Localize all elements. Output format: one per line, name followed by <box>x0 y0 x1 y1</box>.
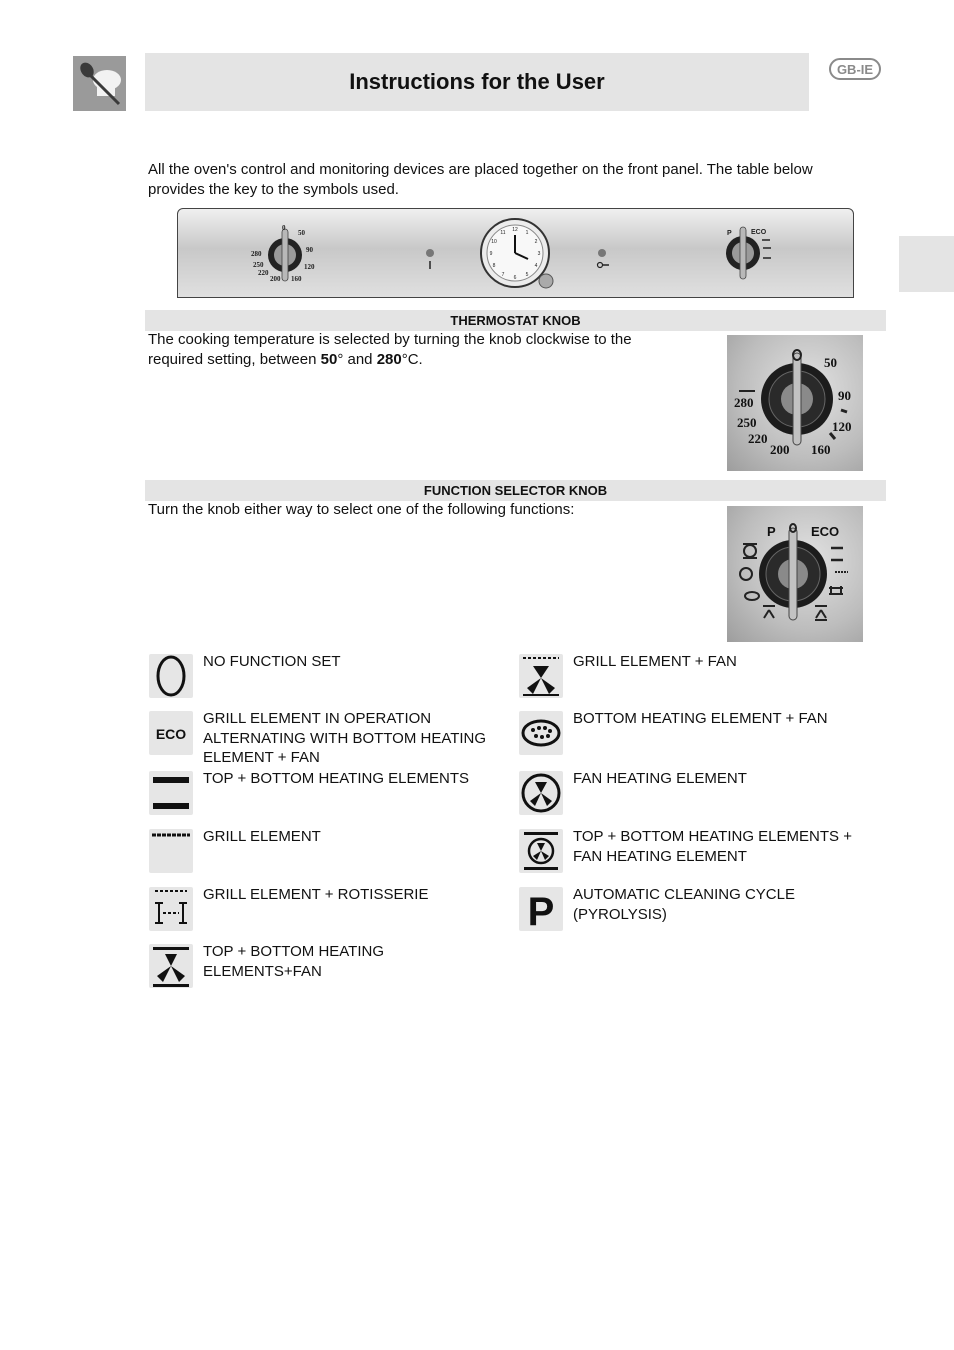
thermostat-text-line <box>148 350 701 370</box>
thermostat-text: °C. <box>401 351 423 368</box>
bottom-element-fan-icon <box>519 711 563 755</box>
function-label-line: ELEMENTS+FAN <box>203 962 322 980</box>
function-label <box>573 827 878 866</box>
grill-fan-icon <box>519 654 563 698</box>
function-label-line: NO FUNCTION SET <box>203 653 341 670</box>
clock-number: 6 <box>513 275 517 281</box>
clock-number: 1 <box>525 230 529 236</box>
function-label-line: ALTERNATING WITH BOTTOM HEATING <box>203 729 487 747</box>
function-label-line: TOP + BOTTOM HEATING <box>203 943 385 960</box>
thermostat-knob-tick: 280 <box>734 395 754 410</box>
function-label-line: BOTTOM HEATING ELEMENT + FAN <box>573 710 828 727</box>
function-label-line: FAN HEATING ELEMENT <box>573 770 747 787</box>
function-label-line: AUTOMATIC CLEANING CYCLE <box>573 886 795 903</box>
function-label <box>203 769 508 789</box>
function-label-line: TOP + BOTTOM HEATING ELEMENTS + <box>573 828 852 845</box>
panel-selector-label: P <box>727 230 732 237</box>
function-label <box>573 885 878 924</box>
thermostat-knob-tick: 220 <box>748 431 768 446</box>
function-label-line: (PYROLYSIS) <box>573 905 667 923</box>
function-selector-knob-image <box>727 506 863 642</box>
side-tab <box>899 236 954 292</box>
clock-number: 11 <box>500 230 506 236</box>
panel-thermostat-knob <box>268 229 302 281</box>
intro-line: All the oven's control and monitoring devices are placed together on the front panel. The table below <box>148 161 813 178</box>
pyrolysis-icon <box>519 887 563 931</box>
clock-number: 4 <box>534 263 538 269</box>
panel-thermostat-tick: 120 <box>304 263 315 271</box>
panel-thermostat-tick: 50 <box>298 229 305 237</box>
thermostat-knob-tick: 90 <box>838 388 851 403</box>
clock-number: 5 <box>525 272 529 278</box>
no-function-icon <box>149 654 193 698</box>
pyrolysis-icon-text: P <box>527 890 555 931</box>
panel-thermostat-tick: 160 <box>291 275 302 283</box>
thermostat-max-temp: 280 <box>376 351 402 368</box>
thermostat-text: required setting, between <box>148 351 321 368</box>
function-label <box>573 652 878 672</box>
panel-thermostat-tick: 90 <box>306 246 313 254</box>
thermostat-knob-image <box>727 335 863 471</box>
panel-thermostat-tick: 280 <box>251 250 262 258</box>
clock-number: 8 <box>492 263 496 269</box>
function-label <box>573 709 878 729</box>
clock-number: 9 <box>489 251 493 257</box>
function-selector-section-heading: FUNCTION SELECTOR KNOB <box>145 480 886 501</box>
clock-number: 10 <box>491 239 497 245</box>
grill-element-icon <box>149 829 193 873</box>
function-label <box>203 709 508 768</box>
panel-light-indicator <box>426 249 434 269</box>
thermostat-description <box>148 330 701 370</box>
panel-lock-indicator <box>598 249 610 268</box>
clock-number: 7 <box>501 272 505 278</box>
thermostat-section-heading: THERMOSTAT KNOB <box>145 310 886 331</box>
function-selector-description: Turn the knob either way to select one of the following functions: <box>148 501 575 518</box>
panel-thermostat-tick: 0 <box>282 224 286 232</box>
function-label <box>203 885 508 905</box>
top-bottom-elements-fan-icon <box>149 944 193 988</box>
function-label-line: TOP + BOTTOM HEATING ELEMENTS <box>203 770 470 787</box>
thermostat-knob-tick: 50 <box>824 355 837 370</box>
intro-line: provides the key to the symbols used. <box>148 181 399 198</box>
clock-number: 2 <box>534 239 538 245</box>
intro-paragraph <box>148 160 883 200</box>
selector-knob-label: P <box>767 524 776 539</box>
thermostat-text: ° and <box>337 351 377 368</box>
thermostat-knob-tick: 160 <box>811 442 831 457</box>
thermostat-knob-tick: 120 <box>832 419 852 434</box>
top-bottom-fan-heating-icon <box>519 829 563 873</box>
function-label-line: ELEMENT + FAN <box>203 749 320 766</box>
eco-icon-text: ECO <box>155 726 187 742</box>
clock-number: 12 <box>512 227 518 233</box>
thermostat-min-temp: 50 <box>320 351 338 368</box>
panel-thermostat-tick: 220 <box>258 269 269 277</box>
panel-selector-label: ECO <box>751 229 767 236</box>
function-label-line: GRILL ELEMENT IN OPERATION <box>203 710 432 727</box>
thermostat-knob-tick: 200 <box>770 442 790 457</box>
function-label-line: GRILL ELEMENT + FAN <box>573 653 737 670</box>
function-label <box>203 827 508 847</box>
grill-rotisserie-icon <box>149 887 193 931</box>
oven-control-panel <box>177 208 854 298</box>
function-label <box>573 769 878 789</box>
function-label-line: GRILL ELEMENT + ROTISSERIE <box>203 886 429 903</box>
selector-knob-label: ECO <box>811 524 840 539</box>
panel-thermostat-tick: 200 <box>270 275 281 283</box>
top-bottom-elements-icon <box>149 771 193 815</box>
function-label-line: FAN HEATING ELEMENT <box>573 847 747 865</box>
control-panel-drawing <box>178 209 855 299</box>
thermostat-text-line: The cooking temperature is selected by turning the knob clockwise to the <box>148 331 632 348</box>
function-label <box>203 942 508 981</box>
function-label-line: GRILL ELEMENT <box>203 828 321 845</box>
language-badge: GB-IE <box>829 58 881 80</box>
title-bar <box>145 53 809 111</box>
fan-heating-element-icon <box>519 771 563 815</box>
eco-icon <box>149 711 193 755</box>
thermostat-knob-tick: 250 <box>737 415 757 430</box>
page-title: Instructions for the User <box>349 69 605 94</box>
function-label <box>203 652 508 672</box>
clock-number: 3 <box>537 251 541 257</box>
panel-thermostat-tick: 250 <box>253 261 264 269</box>
spoon-chef-hat-icon <box>73 56 126 111</box>
